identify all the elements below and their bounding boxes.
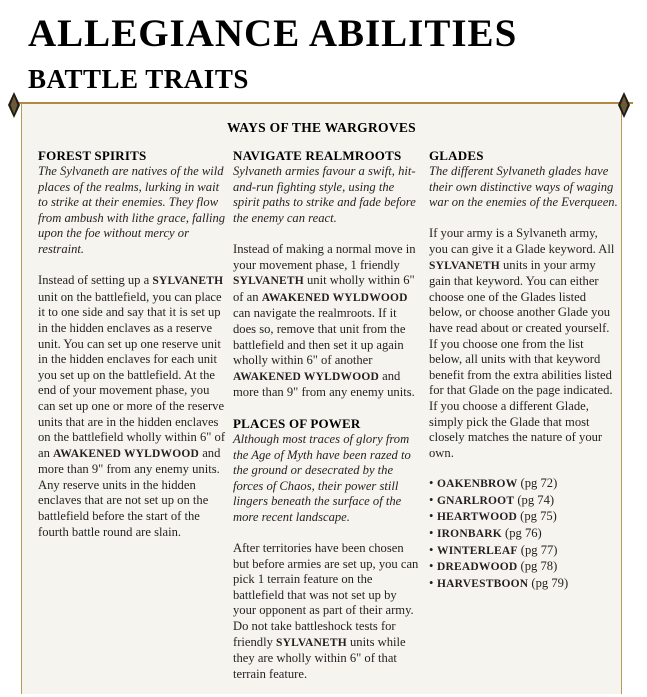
column-glades — [429, 148, 619, 592]
diamond-ornament-icon — [617, 92, 631, 118]
rule-text: If your army is a Sylvaneth army, you can give it a Glade keyword. All SYLVANETH units in your army gain that keyword. You can either choose one of the Glades listed below, or choose another Glade you have read about or created yourself. If you choose one from the list below, all units with that keyword benefit from the extra abilities listed for that Glade on the page indicated. If you choose a different Glade, simply pick the Glade that most closely matches the nature of your own. — [429, 226, 615, 460]
diamond-ornament-icon — [7, 92, 21, 118]
list-item: • GNARLROOT (pg 74) — [429, 492, 555, 507]
list-item: • OAKENBROW (pg 72) — [429, 476, 558, 491]
rule-text: Instead of setting up a SYLVANETH unit on the battlefield, you can place it to one side and say that it is set up in the hidden enclaves as a reserve unit. You can set up one reserve unit in the hidden enclaves for each unit you set up on the battlefield. At the end of your movement phase, you can set up one or more of the reserve units that are in the hidden enclaves on the battlefield wholly within 6" of an AWAKENED WYLDWOOD and more than 9" from any enemy units. Any reserve units in the hidden enclaves that are not set up on the battlefield before the start of the fourth battle round are slain. — [38, 273, 226, 539]
flavor-text: Sylvaneth armies favour a swift, hit-and-run fighting style, using the spirit paths to strike and fade before the enemy can react. — [233, 164, 416, 225]
gold-divider — [12, 102, 633, 104]
rule-title: FOREST SPIRITS — [38, 148, 147, 163]
column-forest-spirits — [38, 148, 228, 555]
rule-text: Instead of making a normal move in your movement phase, 1 friendly SYLVANETH unit wholly within 6" of an AWAKENED WYLDWOOD can navigate the realmroots. If it does so, remove that unit from the battlefield and then set it up again wholly within 6" of another AWAKENED WYLDWOOD and more than 9" from any enemy units. — [233, 241, 416, 400]
column-navigate-places — [233, 148, 421, 697]
section-heading: WAYS OF THE WARGROVES — [227, 120, 416, 135]
keyword: SYLVANETH — [152, 275, 224, 288]
keyword: SYLVANETH — [233, 275, 304, 288]
rule-title: NAVIGATE REALMROOTS — [233, 148, 402, 163]
keyword: AWAKENED WYLDWOOD — [53, 447, 200, 460]
rule-title: PLACES OF POWER — [233, 415, 361, 431]
rule-title: GLADES — [429, 148, 484, 163]
glade-list — [429, 476, 619, 592]
list-item: • IRONBARK (pg 76) — [429, 526, 542, 541]
keyword: SYLVANETH — [429, 259, 500, 272]
page-title: ALLEGIANCE ABILITIES — [28, 12, 518, 55]
flavor-text: Although most traces of glory from the Age of Myth have been razed to the ground or desecrated by the forces of Chaos, their power still lingers beneath the surface of the more recent landscape. — [233, 431, 411, 524]
flavor-text: The Sylvaneth are natives of the wild places of the realms, lurking in wait to strike at their enemies. They flow from ambush with lithe grace, falling upon the foe without mercy or restraint. — [38, 164, 226, 256]
list-item: • HEARTWOOD (pg 75) — [429, 509, 557, 524]
page-subtitle: BATTLE TRAITS — [28, 64, 249, 94]
rule-text: After territories have been chosen but before armies are set up, you can pick 1 terrain feature on the battlefield that was not set up by your opponent as part of their army. Do not take battleshock tests for friendly SYLVANETH units while they are wholly within 6" of that terrain feature. — [233, 541, 419, 681]
keyword: AWAKENED WYLDWOOD — [233, 370, 379, 383]
list-item: • DREADWOOD (pg 78) — [429, 559, 558, 574]
keyword: SYLVANETH — [276, 636, 347, 649]
list-item: • WINTERLEAF (pg 77) — [429, 542, 558, 557]
keyword: AWAKENED WYLDWOOD — [261, 291, 408, 304]
flavor-text: The different Sylvaneth glades have their own distinctive ways of waging war on the enemies of the Everqueen. — [429, 164, 618, 210]
list-item: • HARVESTBOON (pg 79) — [429, 575, 569, 590]
